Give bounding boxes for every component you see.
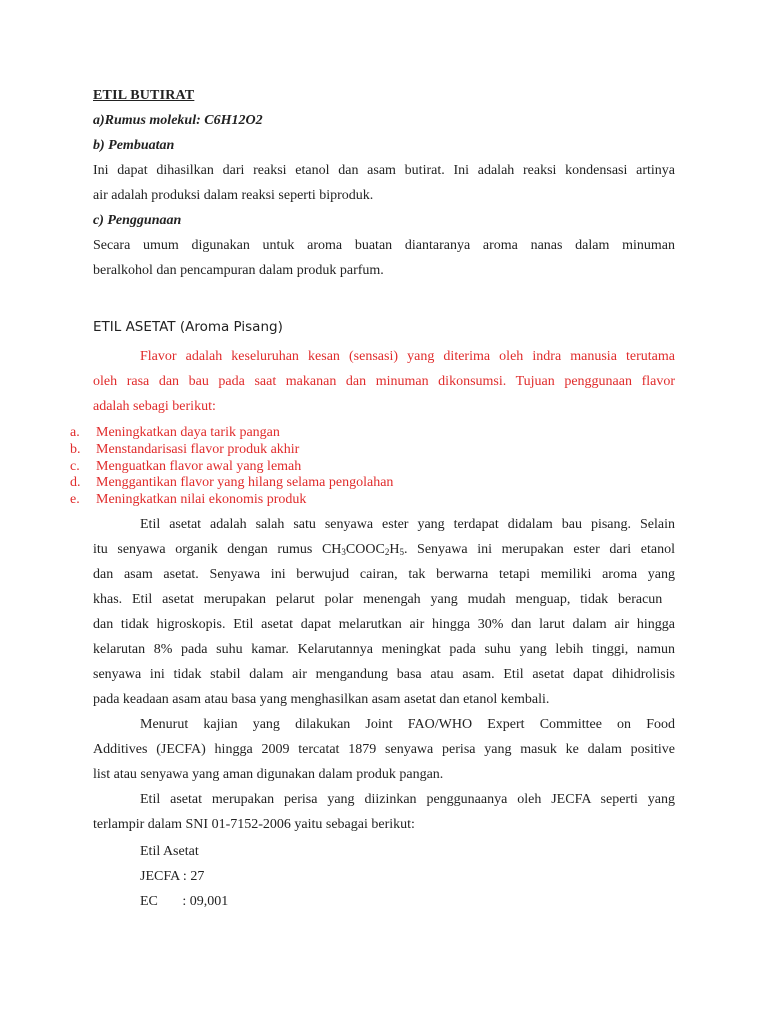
- spec-ec: EC : 09,001: [140, 894, 229, 909]
- para2-line-1: Menurut kajian yang dilakukan Joint FAO/WHO Expert Committee on Food: [140, 717, 675, 732]
- para2-line-2: Additives (JECFA) hingga 2009 tercatat 1879 senyawa perisa yang masuk ke dalam positive: [93, 742, 675, 757]
- para1-line-6: kelarutan 8% pada suhu kamar. Kelarutannya meningkat pada suhu yang lebih tinggi, namun: [93, 642, 675, 657]
- para1-line-3: dan asam asetat. Senyawa ini berwujud cairan, tak berwarna tetapi memiliki aroma yang: [93, 567, 675, 582]
- para1-line-2: itu senyawa organik dengan rumus $CH_3COOC_2H_5$. Senyawa ini merupakan ester dari etanol: [93, 542, 675, 557]
- list-item: Meningkatkan nilai ekonomis produk: [96, 492, 307, 507]
- spec-jecfa: JECFA : 27: [140, 869, 205, 884]
- list-item: Menguatkan flavor awal yang lemah: [96, 459, 302, 474]
- list-item: Meningkatkan daya tarik pangan: [96, 425, 280, 440]
- etil-asetat-title: ETIL ASETAT (Aroma Pisang): [93, 319, 283, 335]
- spec-name: Etil Asetat: [140, 844, 199, 859]
- para3-line-2: terlampir dalam SNI 01-7152-2006 yaitu sebagai berikut:: [93, 817, 415, 832]
- penggunaan-line-1: Secara umum digunakan untuk aroma buatan diantaranya aroma nanas dalam minuman: [93, 238, 675, 253]
- para3-line-1: Etil asetat merupakan perisa yang diizinkan penggunaanya oleh JECFA seperti yang: [140, 792, 675, 807]
- flavor-line-2: oleh rasa dan bau pada saat makanan dan minuman dikonsumsi. Tujuan penggunaan flavor: [93, 374, 675, 389]
- list-marker: e.: [70, 492, 80, 507]
- pembuatan-label: b) Pembuatan: [93, 138, 175, 153]
- para1-line-4: khas. Etil asetat merupakan pelarut polar menengah yang mudah menguap, tidak beracun: [93, 592, 663, 607]
- para1-line-1: Etil asetat adalah salah satu senyawa ester yang terdapat didalam bau pisang. Selain: [140, 517, 675, 532]
- para2-line-3: list atau senyawa yang aman digunakan dalam produk pangan.: [93, 767, 444, 782]
- para1-line-7: senyawa ini tidak stabil dalam air mengandung basa atau asam. Etil asetat dapat dihidrolisis: [93, 667, 675, 682]
- list-marker: b.: [70, 442, 81, 457]
- list-item: Menstandarisasi flavor produk akhir: [96, 442, 300, 457]
- penggunaan-line-2: beralkohol dan pencampuran dalam produk parfum.: [93, 263, 384, 278]
- flavor-line-3: adalah sebagi berikut:: [93, 399, 216, 414]
- flavor-line-1: Flavor adalah keseluruhan kesan (sensasi) yang diterima oleh indra manusia terutama: [140, 349, 675, 364]
- pembuatan-line-1: Ini dapat dihasilkan dari reaksi etanol dan asam butirat. Ini adalah reaksi kondensasi artinya: [93, 163, 675, 178]
- rumus-molekul-label: a)Rumus molekul: C6H12O2: [93, 113, 263, 128]
- para1-line-5: dan tidak higroskopis. Etil asetat dapat melarutkan air hingga 30% dan larut dalam air hingga: [93, 617, 675, 632]
- para1-line-8: pada keadaan asam atau basa yang menghasilkan asam asetat dan etanol kembali.: [93, 692, 550, 707]
- list-marker: d.: [70, 475, 81, 490]
- list-marker: a.: [70, 425, 80, 440]
- list-marker: c.: [70, 459, 80, 474]
- penggunaan-label: c) Penggunaan: [93, 213, 182, 228]
- etil-butirat-title: ETIL BUTIRAT: [93, 88, 195, 103]
- list-item: Menggantikan flavor yang hilang selama pengolahan: [96, 475, 394, 490]
- pembuatan-line-2: air adalah produksi dalam reaksi seperti biproduk.: [93, 188, 374, 203]
